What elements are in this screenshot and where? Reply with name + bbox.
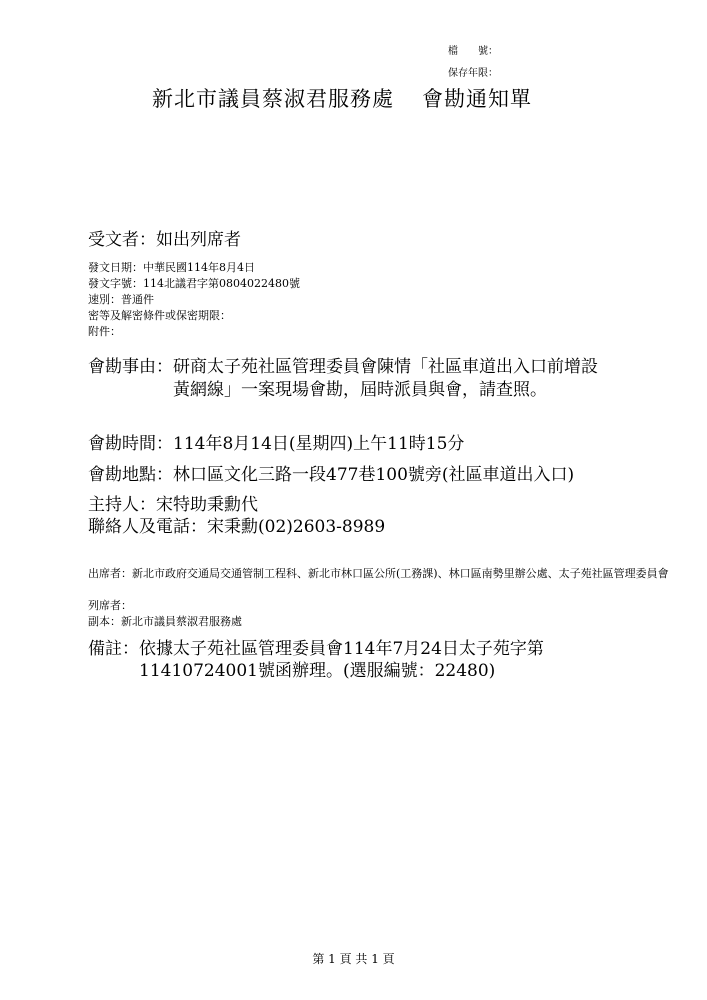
office-name: 新北市議員蔡淑君服務處 xyxy=(152,87,394,111)
recipient-value: 如出列席者 xyxy=(156,230,241,250)
listed-attendees: 列席者： xyxy=(88,599,132,612)
remark-label: 備註： xyxy=(88,639,139,659)
form-name: 會勘通知單 xyxy=(422,87,532,111)
contact-line xyxy=(88,516,385,539)
time-label: 會勘時間： xyxy=(88,434,173,454)
contact-value: 宋秉勳(02)2603-8989 xyxy=(207,517,386,537)
copy-line xyxy=(88,614,242,630)
place-value: 林口區文化三路一段477巷100號旁(社區車道出入口) xyxy=(173,465,575,485)
place-label: 會勘地點： xyxy=(88,465,173,485)
inspection-time xyxy=(88,433,464,456)
remark-value: 依據太子苑社區管理委員會114年7月24日太子苑字第11410724001號函辦理。(選服編號：22480) xyxy=(139,639,544,681)
attachment: 附件： xyxy=(88,325,121,338)
host-value: 宋特助秉勳代 xyxy=(156,495,258,515)
host-label: 主持人： xyxy=(88,495,156,515)
recipient-label: 受文者： xyxy=(88,230,156,250)
subject-label: 會勘事由： xyxy=(88,357,173,377)
recipient-line xyxy=(88,229,241,251)
time-value: 114年8月14日(星期四)上午11時15分 xyxy=(173,434,465,454)
attendees-section xyxy=(88,566,672,582)
issue-date: 發文日期：中華民國114年8月4日 xyxy=(88,261,255,274)
document-meta xyxy=(88,260,300,340)
inspection-place xyxy=(88,464,574,487)
secrecy-level: 密等及解密條件或保密期限： xyxy=(88,309,231,322)
document-title xyxy=(152,86,532,112)
attendees-label: 出席者： xyxy=(88,567,132,580)
remark-section xyxy=(88,638,609,682)
host-line xyxy=(88,494,258,517)
subject-value: 研商太子苑社區管理委員會陳情「社區車道出入口前增設黃網線」一案現場會勘，屆時派員與會，請查照。 xyxy=(173,357,598,400)
copy-value: 新北市議員蔡淑君服務處 xyxy=(121,615,242,628)
delivery-speed: 速別：普通件 xyxy=(88,293,154,306)
copy-label: 副本： xyxy=(88,615,121,628)
subject-section xyxy=(88,356,609,402)
retention-period-label: 保存年限： xyxy=(448,68,498,79)
page-number: 第 1 頁 共 1 頁 xyxy=(312,952,395,966)
reference-number: 發文字號：114北議君字第0804022480號 xyxy=(88,277,300,290)
file-number-label: 檔 號： xyxy=(448,46,498,57)
contact-label: 聯絡人及電話： xyxy=(88,517,207,537)
attendees-value: 新北市政府交通局交通管制工程科、新北市林口區公所(工務課)、林口區南勢里辦公處、太子苑社區管理委員會 xyxy=(132,567,669,580)
